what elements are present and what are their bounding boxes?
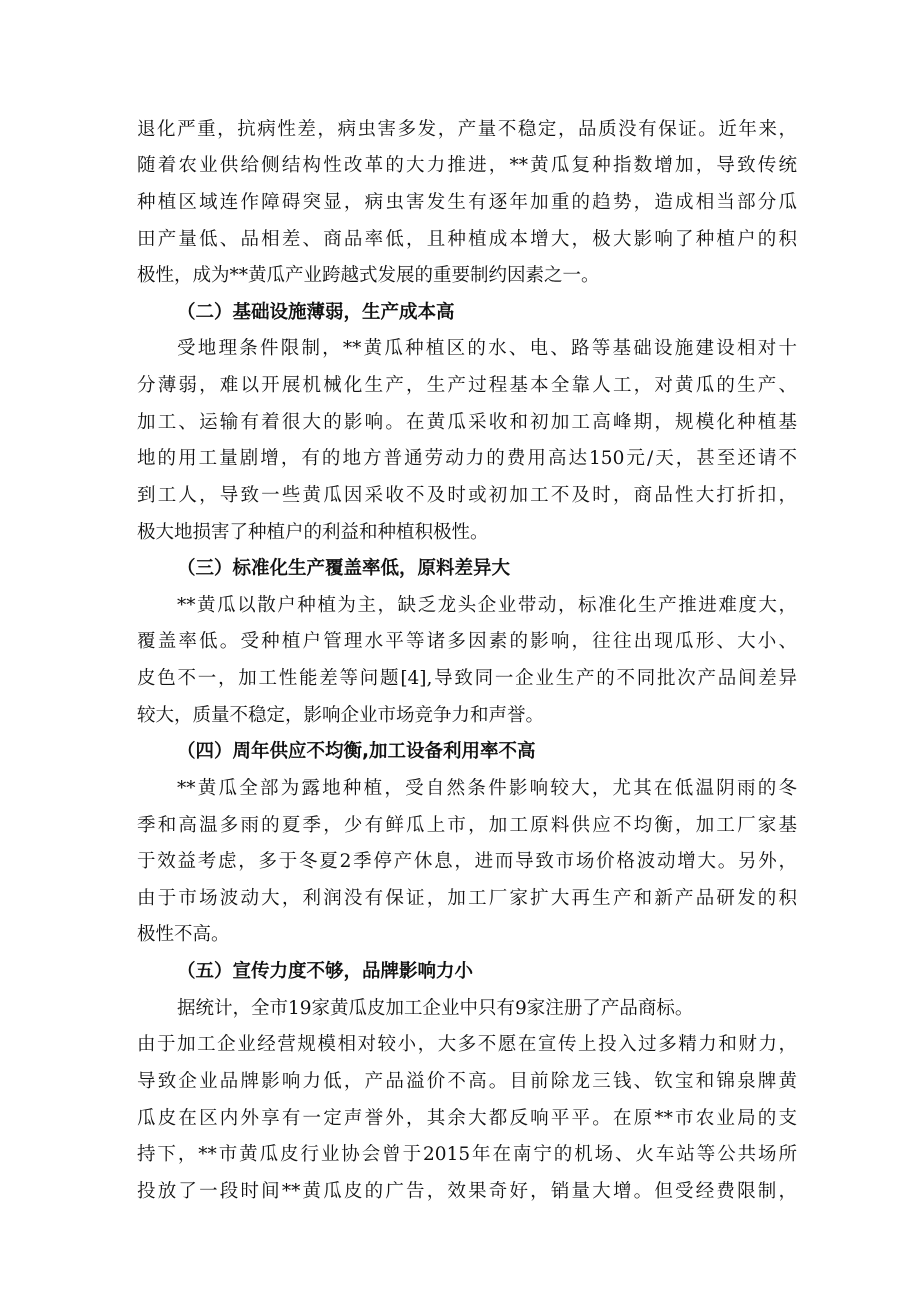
section-heading: （二）基础设施薄弱，生产成本高	[177, 302, 455, 323]
paragraph-line: 地的用工量剧增，有的地方普通劳动力的费用高达150元/天，甚至还请不	[137, 448, 797, 469]
paragraph-line: 田产量低、品相差、商品率低，且种植成本增大，极大影响了种植户的积	[137, 229, 797, 250]
paragraph-line: 据统计，全市19家黄瓜皮加工企业中只有9家注册了产品商标。	[177, 998, 694, 1019]
paragraph-line: 于效益考虑，多于冬夏2季停产休息，进而导致市场价格波动增大。另外，	[137, 851, 797, 872]
paragraph-line: 较大，质量不稳定，影响企业市场竞争力和声誉。	[137, 705, 545, 726]
paragraph-line: 皮色不一，加工性能差等问题[4],导致同一企业生产的不同批次产品间差异	[137, 668, 797, 689]
section-heading: （四）周年供应不均衡,加工设备利用率不高	[177, 741, 536, 762]
paragraph-line: 季和高温多雨的夏季，少有鲜瓜上市，加工原料供应不均衡，加工厂家基	[137, 815, 797, 836]
paragraph-line: 持下，**市黄瓜皮行业协会曾于2015年在南宁的机场、火车站等公共场所	[137, 1144, 797, 1165]
paragraph-line: 极性，成为**黄瓜产业跨越式发展的重要制约因素之一。	[137, 265, 600, 286]
paragraph-line: 极大地损害了种植户的利益和种植积极性。	[137, 522, 489, 543]
paragraph-line: 瓜皮在区内外享有一定声誉外，其余大都反响平平。在原**市农业局的支	[137, 1108, 797, 1129]
section-heading: （五）宣传力度不够，品牌影响力小	[177, 961, 474, 982]
paragraph-line: **黄瓜全部为露地种植，受自然条件影响较大，尤其在低温阴雨的冬	[177, 778, 797, 799]
paragraph-line: 覆盖率低。受种植户管理水平等诸多因素的影响，往往出现瓜形、大小、	[137, 631, 797, 652]
paragraph-line: 投放了一段时间**黄瓜皮的广告，效果奇好，销量大增。但受经费限制，	[137, 1181, 797, 1202]
paragraph-line: **黄瓜以散户种植为主，缺乏龙头企业带动，标准化生产推进难度大，	[177, 595, 797, 616]
paragraph-line: 到工人，导致一些黄瓜因采收不及时或初加工不及时，商品性大打折扣，	[137, 485, 797, 506]
paragraph-line: 分薄弱，难以开展机械化生产，生产过程基本全靠人工，对黄瓜的生产、	[137, 375, 797, 396]
paragraph-line: 种植区域连作障碍突显，病虫害发生有逐年加重的趋势，造成相当部分瓜	[137, 192, 797, 213]
paragraph-line: 由于加工企业经营规模相对较小，大多不愿在宣传上投入过多精力和财力，	[137, 1034, 797, 1055]
paragraph-line: 极性不高。	[137, 924, 230, 945]
paragraph-line: 导致企业品牌影响力低，产品溢价不高。目前除龙三钱、钦宝和锦泉牌黄	[137, 1071, 797, 1092]
paragraph-line: 退化严重，抗病性差，病虫害多发，产量不稳定，品质没有保证。近年来，	[137, 119, 797, 140]
paragraph-line: 受地理条件限制，**黄瓜种植区的水、电、路等基础设施建设相对十	[177, 338, 797, 359]
paragraph-line: 由于市场波动大，利润没有保证，加工厂家扩大再生产和新产品研发的积	[137, 888, 797, 909]
paragraph-line: 随着农业供给侧结构性改革的大力推进，**黄瓜复种指数增加，导致传统	[137, 155, 797, 176]
paragraph-line: 加工、运输有着很大的影响。在黄瓜采收和初加工高峰期，规模化种植基	[137, 412, 797, 433]
section-heading: （三）标准化生产覆盖率低，原料差异大	[177, 558, 511, 579]
